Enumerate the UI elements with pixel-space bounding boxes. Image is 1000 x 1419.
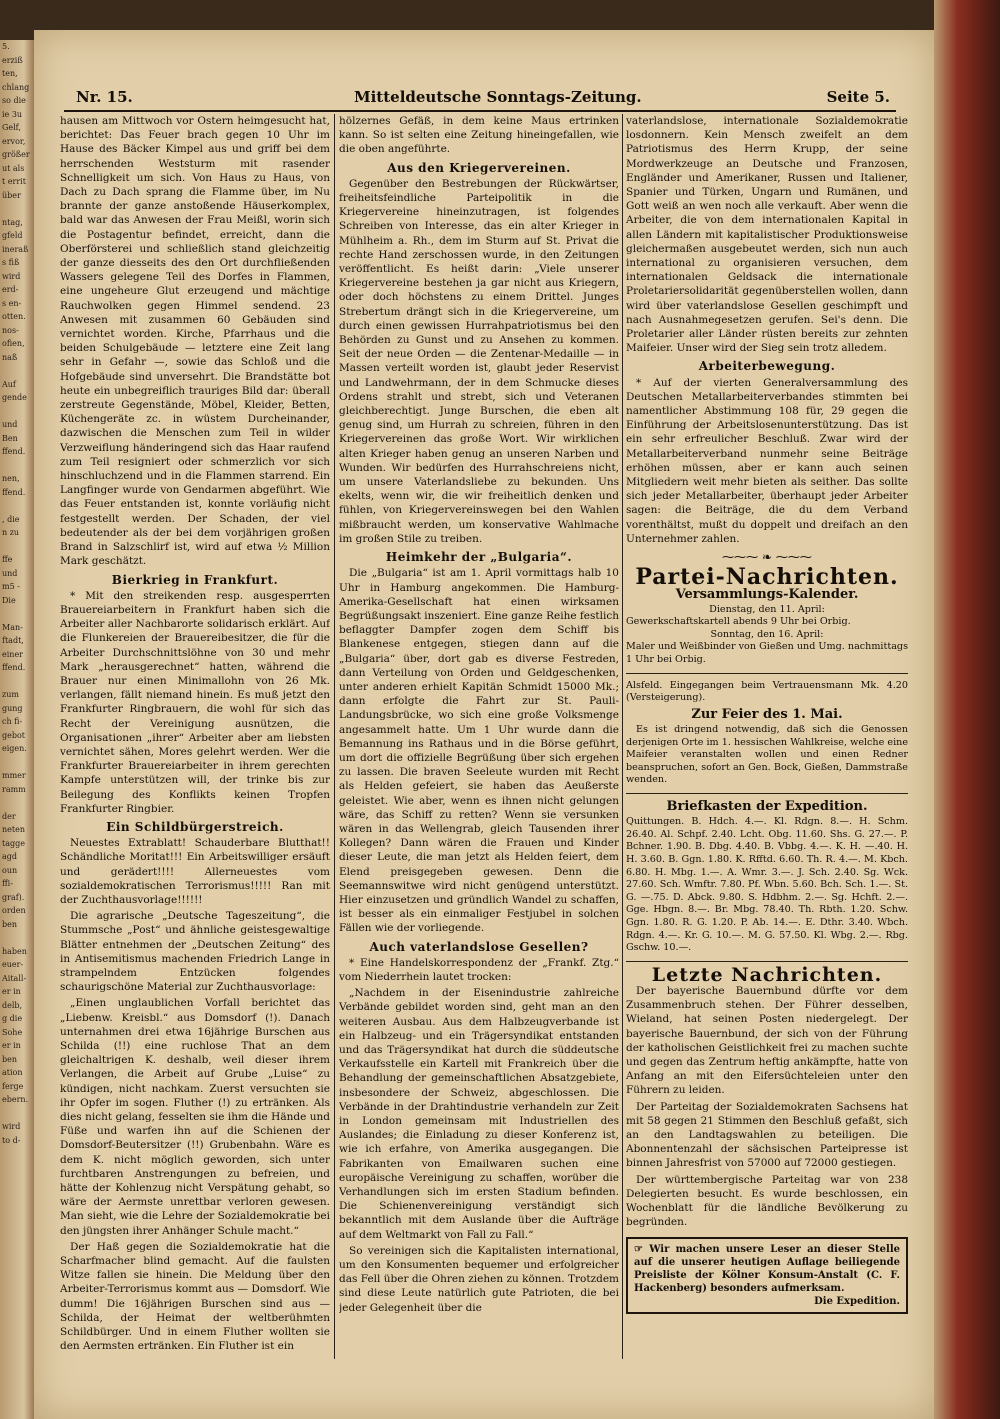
- prev-page-fragment: ffend.: [2, 447, 26, 456]
- prev-page-fragment: neten: [2, 825, 25, 834]
- prev-page-fragment: tagge: [2, 838, 25, 848]
- prev-page-fragment: chlang: [2, 82, 30, 92]
- prev-page-fragment: gfeld: [2, 231, 23, 240]
- heading-schildbuerger: Ein Schildbürgerstreich.: [106, 819, 284, 834]
- calendar-date-1: Dienstag, den 11. April:: [709, 603, 825, 615]
- article-vaterlandslose-p2: „Nachdem in der Eisenindustrie zahlreiche Verbände gebildet worden sind, geht man an den weiteren Ausbau. Aus dem Halbzeugverbande ist ein Halbzeug- und ein Trägersyndikat entstanden und das Trägersyndikat hat durch die süddeutsche Verkaufsstelle ein Kartell mit Frankreich über die Behandlung der gemeinschaftlichen Absatzgebiete, insbesondere der Schweiz, abgeschlossen. Die Verbände in der Drahtindustrie verhandeln zur Zeit in London gemeinsam mit Industriellen des Auslandes; die Einladung zu dieser Konferenz ist, wie ich erfahre, von Amerika ausgegangen. Die Fabrikanten von Emailwaren suchen eine europäische Vereinigung zu schaffen, worüber die Verhandlungen sich im ersten Stadium befinden. Die Schienenvereinigung verständigt sich bekanntlich mit dem Auslande über die Aufträge auf dem Weltmarkt von Fall zu Fall.“: [339, 987, 619, 1241]
- prev-page-fragment: mmer: [2, 771, 26, 780]
- heading-bierkrieg: Bierkrieg in Frankfurt.: [111, 572, 279, 587]
- prev-page-fragment: naß: [2, 352, 18, 362]
- news-parteitag-wuerttemberg: Der württembergische Parteitag war von 238 Delegierten besucht. Es wurde beschlossen, ein Wochenblatt für die ländliche Bevölkerung zu begründen.: [626, 1173, 908, 1229]
- issue-number: Nr. 15.: [76, 88, 133, 106]
- prev-page-fragment: t errit: [2, 177, 26, 186]
- prev-page-fragment: wird: [2, 271, 21, 281]
- article-vaterlandslose-p3: So vereinigen sich die Kapitalisten international, um den Konsumenten bequemer und erfolgreicher das Fell über die Ohren ziehen zu können. Trotzdem sind diese Leute natürlich gute Patrioten, die bei jeder Gelegenheit über die: [339, 1244, 619, 1314]
- notice-text: ☞ Wir machen unsere Leser an dieser Stelle auf die unserer heutigen Auflage beiliegende Preisliste der Kölner Konsum-Anstalt (C. F. Hackenberg) besonders aufmerksam.: [634, 1244, 900, 1295]
- prev-page-fragment: delb,: [2, 1000, 23, 1010]
- prev-page-fragment: Die: [2, 595, 16, 605]
- prev-page-fragment: to d-: [2, 1135, 21, 1145]
- prev-page-fragment: otten.: [2, 312, 26, 321]
- previous-page-margin: [0, 40, 34, 1419]
- prev-page-fragment: 5.: [2, 42, 10, 51]
- prev-page-fragment: gebot: [2, 730, 26, 740]
- article-kriegervereine-text: Gegenüber den Bestrebungen der Rückwärtser, freiheitsfeindliche Parteipolitik in die Kriegervereine hineinzutragen, ist folgendes Schreiben von Interesse, das ein alter Krieger in Mühlheim a. Rh., dem im Sturm auf St. Privat die rechte Hand zerschossen wurde, in den Zeitungen veröffentlicht. Es heißt darin: „Viele unserer Kriegervereine bestehen ja gar nicht aus Kriegern, oder doch höchstens zu einem Drittel. Junges Strebertum drängt sich in die Kriegervereine, um durch einen gewissen Hurrahpatriotismus bei den Behörden zu Gunst und zu Ansehen zu kommen. Seit der neue Orden — die Zentenar-Medaille — in Massen verteilt worden ist, glaubt jeder Reservist und Landwehrmann, der in dem Schmucke dieses Ordens strahlt und strebt, sich und Veteranen gleichberechtigt. Junge Burschen, die eben alt genug sind, um Hurrah zu schreien, führen in den Kriegervereinen das große Wort. Wir wirklichen alten Krieger haben genug an unseren Narben und Wunden. Wir bedürfen des Hurrahschreiens nicht, um unsere Vaterlandsliebe zu bekunden. Uns ekelts, wenn wir, die wir freiheitlich denken und fühlen, von Kriegervereinswegen bei den Wahlen mißbraucht werden, um konservative Wahlmache im großen Stile zu treiben.: [339, 177, 619, 545]
- prev-page-fragment: größer: [2, 150, 30, 159]
- prev-page-fragment: gung: [2, 703, 23, 713]
- article-schildbuerger-p1: Neuestes Extrablatt! Schauderbare Blutthat!! Schändliche Moritat!!! Ein Arbeitswilliger ersäuft und gerädert!!!! Allerneuestes vom sozialdemokratischen Terrorismus!!!!! Ran mit der Zuchthausvorlage!!!!!!: [60, 837, 330, 906]
- prev-page-fragment: ervor,: [2, 136, 26, 146]
- prev-page-fragment: euer-: [2, 960, 24, 969]
- prev-page-fragment: s fiß: [2, 258, 20, 267]
- prev-page-fragment: ben: [2, 919, 18, 929]
- article-bierkrieg-text: * Mit den streikenden resp. ausgesperrten Brauereiarbeitern in Frankfurt haben sich die Arbeiter aller Nachbarorte solidarisch erklärt. Auf die Flunkereien der Brauereibesitzer, die für die Arbeiter Durchschnittslöhne von 30 und mehr Mark „herausgerechnet“ hatten, während die Brauer nur einen Minimallohn von 26 Mk. verlangen, fällt niemand hinein. Es muß jetzt den Frankfurter Ringbrauern, die wohl für sich das Recht der Vereinigung ausnützen, die Organisationen „ihrer“ Arbeiter aber am liebsten vernichtet sähen, Mores gelehrt werden. Wer die Frankfurter Brauereiarbeiter in ihrem gerechten Kampfe unterstützen will, der trinke bis zur Beilegung des Konflikts keinen Tropfen Frankfurter Ringbier.: [60, 589, 330, 815]
- prev-page-fragment: [0, 202, 34, 216]
- page-header: [64, 86, 896, 112]
- prev-page-fragment: ffi-: [2, 879, 13, 888]
- prev-page-fragment: g die: [2, 1014, 23, 1023]
- prev-page-fragment: ut als: [2, 163, 25, 173]
- prev-page-fragment: über: [2, 190, 21, 200]
- prev-page-fragment: [0, 607, 34, 621]
- calendar-date-2: Sonntag, den 16. April:: [710, 628, 824, 640]
- prev-page-fragment: Gelf,: [2, 123, 21, 132]
- prev-page-fragment: ramm: [2, 784, 26, 794]
- prev-page-fragment: [0, 1107, 34, 1121]
- prev-page-fragment: und: [2, 568, 18, 578]
- prev-page-fragment: gende: [2, 393, 27, 402]
- prev-page-fragment: s en-: [2, 298, 22, 308]
- prev-page-fragment: eigen.: [2, 744, 27, 753]
- prev-page-fragment: [0, 499, 34, 513]
- mai-text: Es ist dringend notwendig, daß sich die Genossen derjenigen Orte im 1. hessischen Wahlkreise, welche eine Maifeier veranstalten wollen und einen Redner beanspruchen, sofort an Gen. Bock, Gießen, Dammstraße wenden.: [626, 724, 908, 786]
- prev-page-fragment: er in: [2, 987, 21, 996]
- prev-page-fragment: [0, 364, 34, 378]
- divider: [626, 673, 908, 674]
- heading-letzte-nachrichten: Letzte Nachrichten.: [651, 963, 883, 986]
- article-bulgaria-text: Die „Bulgaria“ ist am 1. April vormittags halb 10 Uhr in Hamburg angekommen. Die Hamburg-Amerika-Gesellschaft hat einen wirksamen Begrüßungsakt inszeniert. Eine ganze Reihe festlich beflaggter Dampfer zogen dem Schiff bis Blankenese entgegen, stiegen dann auf die „Bulgaria“ über, dort gab es diverse Festreden, dann Verteilung von Orden und Geldgeschenken, unter anderen erhielt Kapitän Schmidt 15000 Mk.; dann erfolgte die Fahrt zur St. Pauli-Landungsbrücke, wo sich eine große Volksmenge angesammelt hatte. Um 1 Uhr wurde dann die Bemannung ins Rathaus und in die Börse geführt, um dort die offizielle Begrüßung über sich ergehen zu lassen. Die braven Seeleute wurden mit Recht als Helden gefeiert, sie haben das Aeußerste geleistet. Wie aber, wenn es ihnen nicht gelungen wäre, das Schiff zu retten? Wenn sie versunken wären in das Wellengrab, gleich Tausenden ihrer Kollegen? Dann wären die Frauen und Kinder dieser Leute, die man jetzt als Helden feiert, dem Elend preisgegeben gewesen. Denn die Seemannswitwe wird nicht genügend unterstützt. Hier einzusetzen und gründlich Wandel zu schaffen, ist besser als ein einmaliger Festjubel in solchen Fällen wie der vorliegende.: [339, 567, 619, 935]
- book-binding-edge: [934, 0, 1000, 1419]
- prev-page-fragment: ffe: [2, 555, 13, 564]
- prev-page-fragment: Auf: [2, 379, 16, 389]
- prev-page-fragment: zum: [2, 690, 19, 699]
- prev-page-fragment: m5 -: [2, 582, 20, 591]
- prev-page-fragment: [0, 540, 34, 554]
- prev-page-fragment: erziß: [2, 55, 23, 65]
- notice-signature: Die Expedition.: [814, 1296, 900, 1308]
- calendar-entry-2: Maler und Weißbinder von Gießen und Umg. nachmittags 1 Uhr bei Orbig.: [626, 641, 908, 666]
- prev-page-fragment: Ben: [2, 433, 18, 443]
- article-arbeiterbewegung-text: * Auf der vierten Generalversammlung des Deutschen Metallarbeiterverbandes stimmten bei namentlicher Abstimmung 108 für, 29 gegen die Einführung der Arbeitslosenunterstützung. Das ist ein sehr erfreulicher Beschluß. Zwar wird der Metallarbeiterverband nunmehr seine Beiträge erhöhen müssen, aber er kann auch seinen Mitgliedern weit mehr bieten als seither. Das sollte sich jeder Metallarbeiter, überhaupt jeder Arbeiter sagen: die Beiträge, die du dem Verband vorenthältst, mußt du doppelt und dreifach an den Unternehmer zahlen.: [626, 376, 908, 545]
- article-schildbuerger-p4: Der Haß gegen die Sozialdemokratie hat die Scharfmacher blind gemacht. Auf die faulsten Witze fallen sie hinein. Die Meldung über den Arbeiter-Terrorismus kommt aus — Domsdorf. Wie dumm! Die 16jährigen Burschen sind aus — Schilda, der Heimat der weltberühmten Schildbürger. Und in einem Fluther wollten sie den Aermsten ertränken. Ein Fluther ist ein: [60, 1240, 330, 1353]
- column-2: [339, 114, 619, 1399]
- prev-page-fragment: ben: [2, 1054, 18, 1064]
- prev-page-fragment: haben: [2, 946, 27, 956]
- prev-page-fragment: [0, 796, 34, 810]
- prev-page-fragment: Man-: [2, 622, 23, 632]
- prev-page-fragment: [0, 675, 34, 689]
- prev-page-fragment: ation: [2, 1068, 23, 1077]
- prev-page-fragment: ofien,: [2, 339, 25, 348]
- newspaper-title: Mitteldeutsche Sonntags-Zeitung.: [354, 88, 642, 106]
- article-schildbuerger-p3: „Einen unglaublichen Vorfall berichtet das „Liebenw. Kreisbl.“ aus Domsdorf (!). Danach unternahmen drei etwa 16jährige Burschen aus Schilda (!!) eine ruchlose That an dem gleichaltrigen K. deshalb, weil dieser ihrem Verlangen, die Arbeit auf Grube „Luise“ zu kündigen, nicht nachkam. Zuerst versuchten sie ihr Opfer im sogen. Fluther (!) zu ertränken. Als dies nicht gelang, fesselten sie ihm die Hände und Füße und warfen ihn auf die Schienen der Domsdorf-Beutersitzer (!!) Grubenbahn. Wäre es dem K. nicht möglich geworden, sich unter furchtbaren Anstrengungen zu befreien, und hätte der Kohlenzug nicht Verspätung gehabt, so wäre der Aermste unrettbar verloren gewesen. Man sieht, wie die Lehre der Sozialdemokratie bei den jüngsten ihrer Anhänger Schule macht.“: [60, 997, 330, 1237]
- prev-page-fragment: Aitall-: [2, 973, 27, 983]
- prev-page-fragment: graf).: [2, 892, 25, 902]
- heading-bulgaria: Heimkehr der „Bulgaria“.: [385, 550, 573, 565]
- column-3: [626, 114, 908, 1399]
- heading-vaterlandslose: Auch vaterlandslose Gesellen?: [369, 939, 589, 954]
- calendar-entry-1: Gewerkschaftskartell abends 9 Uhr bei Orbig.: [626, 616, 851, 628]
- heading-briefkasten: Briefkasten der Expedition.: [666, 799, 868, 815]
- prev-page-fragment: , die: [2, 514, 20, 524]
- article-schildbuerger-p2: Die agrarische „Deutsche Tageszeitung“, die Stummsche „Post“ und ähnliche geistesgewaltige Blätter entnehmen der „Deutschen Zeitung“ des in Antisemitismus machenden Friedrich Lange in strampelndem Entzücken folgendes schaurigschöne Material zur Zuchthausvorlage:: [60, 910, 330, 994]
- prev-page-fragment: agd: [2, 852, 18, 861]
- prev-page-fragment: nen,: [2, 474, 20, 483]
- prev-page-fragment: er in: [2, 1041, 21, 1050]
- prev-page-fragment: ebern.: [2, 1095, 29, 1104]
- alsfeld-note: Alsfeld. Eingegangen beim Vertrauensmann Mk. 4.20 (Versteigerung).: [626, 679, 908, 704]
- prev-page-fragment: oun: [2, 865, 18, 875]
- heading-feier-1-mai: Zur Feier des 1. Mai.: [691, 706, 843, 722]
- notice-box: [626, 1237, 908, 1314]
- article-vaterlandslose-p1: * Eine Handelskorrespondenz der „Frankf. Ztg.“ vom Niederrhein lautet trocken:: [339, 956, 619, 983]
- column-1: [60, 114, 330, 1399]
- prev-page-fragment: n zu: [2, 528, 20, 537]
- prev-page-fragment: ftadt,: [2, 636, 24, 645]
- prev-page-fragment: orden: [2, 906, 26, 915]
- prev-page-fragment: ferge: [2, 1081, 24, 1091]
- prev-page-fragment: ntag,: [2, 217, 23, 227]
- heading-kriegervereine: Aus den Kriegervereinen.: [387, 160, 571, 175]
- prev-page-fragment: ch fi-: [2, 717, 23, 726]
- news-bauernbund: Der bayerische Bauernbund dürfte vor dem Zusammenbruch stehen. Der Führer desselben, Wieland, hat seinen Posten niedergelegt. Der bayerische Bauernbund, der sich von der Führung der katholischen Geistlichkeit frei zu machen suchte und gegen das Zentrum heftig ankämpfte, hatte von Anfang an mit den Eifersüchteleien unter den Führern zu leiden.: [626, 984, 908, 1097]
- article-fire-text: hausen am Mittwoch vor Ostern heimgesucht hat, berichtet: Das Feuer brach gegen 10 Uhr im Hause des Bäcker Kimpel aus und griff bei dem herrschenden Weststurm mit rasender Schnelligkeit um sich. Von Haus zu Haus, von Dach zu Dach sprang die Flamme über, im Nu brannte der ganze anstoßende Häuserkomplex, bald war das Anwesen der Frau Meißl, worin sich die Postagentur befindet, erreicht, dann die Oberförsterei und schließlich stand gleichzeitig der ganze diesseits des den Ort durchfließenden Wassers gelegene Teil des Dorfes in Flammen, eine ungeheure Glut erzeugend und mächtige Rauchwolken gegen Himmel sendend. 23 Anwesen mit zusammen 60 Gebäuden sind vernichtet worden. Kirche, Pfarrhaus und die beiden Schulgebäude — letztere eine Zeit lang sehr in Gefahr —, sowie das Schloß und die Hofgebäude sind unversehrt. Die Brandstätte bot heute ein unbegreiflich trauriges Bild dar: überall zerstreute Gegenstände, Möbel, Kleider, Betten, Küchengeräte zc. in wüstem Durcheinander, dazwischen die Menschen zum Teil in wilder Verzweiflung händeringend sich das Haar raufend zum Teil resigniert oder schmerzlich vor sich hinschluchzend und in die Flammen starrend. Ein Langfinger wurde von Gendarmen abgeführt. Wie das Feuer entstanden ist, konnte vorläufig nicht festgestellt werden. Der Schaden, der viel bedeutender als der bei dem vorjährigen großen Brand in Salzschlirf ist, wird auf etwa ½ Million Mark geschätzt.: [60, 115, 330, 568]
- page-number: Seite 5.: [826, 88, 890, 106]
- prev-page-fragment: der: [2, 811, 16, 821]
- prev-page-fragment: einer: [2, 649, 24, 659]
- prev-page-fragment: Sohe: [2, 1027, 23, 1037]
- prev-page-fragment: ffend.: [2, 487, 26, 497]
- heading-versammlungs-kalender: Versammlungs-Kalender.: [675, 586, 859, 602]
- prev-page-fragment: ten,: [2, 69, 18, 78]
- news-parteitag-sachsen: Der Parteitag der Sozialdemokraten Sachsens hat mit 58 gegen 21 Stimmen den Beschluß gefaßt, sich an den Landtagswahlen zu beteiligen. Die Abonnentenzahl der sächsischen Parteipresse ist binnen Jahresfrist von 57000 auf 72000 gestiegen.: [626, 1100, 908, 1170]
- prev-page-fragment: ffend.: [2, 663, 26, 672]
- ornament-divider: ⁓⁓⁓ ❧ ⁓⁓⁓: [722, 550, 812, 565]
- prev-page-fragment: nos-: [2, 325, 19, 335]
- article-continuation-3: vaterlandslose, internationale Sozialdemokratie losdonnern. Kein Mensch zweifelt an dem Patriotismus des Herrn Krupp, der seine Mordwerkzeuge an Deutsche und Franzosen, Engländer und Amerikaner, Russen und Italiener, Spanier und Türken, Ungarn und Rumänen, und Gott weiß an wen noch alle verkauft. Aber wenn die Arbeiter, die von dem internationalen Kapital in allen Ländern mit kapitalistischer Produktionsweise gleichermaßen ausgebeutet werden, sich nun auch international zu organisieren versuchen, dem internationalen Geldsack die internationale Proletariersolidarität gegenüberstellen wollen, dann wird über vaterlandslose Gesellen geschimpft und nach Ausnahmegesetzen gerufen. Sei's denn. Die Proletarier aller Länder rüsten bereits zur zehnten Maifeier. Unser wird der Sieg sein trotz alledem.: [626, 115, 908, 355]
- prev-page-fragment: wird: [2, 1122, 21, 1131]
- quittungen-text: Quittungen. B. Hdch. 4.—. Kl. Rdgn. 8.—. H. Schm. 26.40. Al. Schpf. 2.40. Lcht. Obg. 11.60. Shs. G. 27.—. P. Bchner. 1.90. B. Dbg. 4.40. B. Vbbg. 4.—. K. H. —.40. H. H. 3.60. B. Ggn. 1.80. K. Rfftd. 6.60. Th. R. 4.—. M. Kbch. 6.80. H. Mbg. 1.—. A. Wmr. 3.—. J. Sch. 2.40. Sg. Wck. 27.60. Sch. Wmftr. 7.80. Pf. Wbn. 5.60. Bch. Sch. 1.—. St. G. —.75. D. Abck. 9.80. S. Hdbhm. 2.—. Sg. Hchft. 2.—. Gge. Hbgn. 8.—. Br. Mbg. 78.40. Th. Rbth. 1.20. Schw. Ggn. 1.80. R. G. 1.20. P. Ab. 14.—. E. Dthr. 3.40. Wbch. Rdgn. 4.—. Kr. G. 10.—. M. G. 57.50. Kl. Wbg. 2.—. Rbg. Gschw. 10.—.: [626, 816, 908, 954]
- heading-arbeiterbewegung: Arbeiterbewegung.: [698, 359, 836, 374]
- prev-page-fragment: ineraß: [2, 244, 29, 254]
- prev-page-fragment: [0, 931, 34, 945]
- column-divider-1: [334, 114, 335, 1359]
- prev-page-fragment: und: [2, 420, 18, 429]
- prev-page-fragment: [0, 405, 34, 419]
- prev-page-fragment: ie 3u: [2, 109, 23, 119]
- prev-page-fragment: so die: [2, 96, 26, 105]
- prev-page-fragment: [0, 459, 34, 473]
- divider: [626, 793, 908, 794]
- divider: [626, 961, 908, 962]
- newspaper-page: [34, 30, 934, 1419]
- article-continuation: hölzernes Gefäß, in dem keine Maus ertrinken kann. So ist selten eine Zeitung hineingefallen, wie die oben angeführte.: [339, 115, 619, 156]
- heading-partei-nachrichten: Partei-Nachrichten.: [635, 564, 899, 591]
- prev-page-fragment: [0, 756, 34, 770]
- column-divider-2: [622, 114, 623, 1359]
- prev-page-fragment: erd-: [2, 285, 19, 294]
